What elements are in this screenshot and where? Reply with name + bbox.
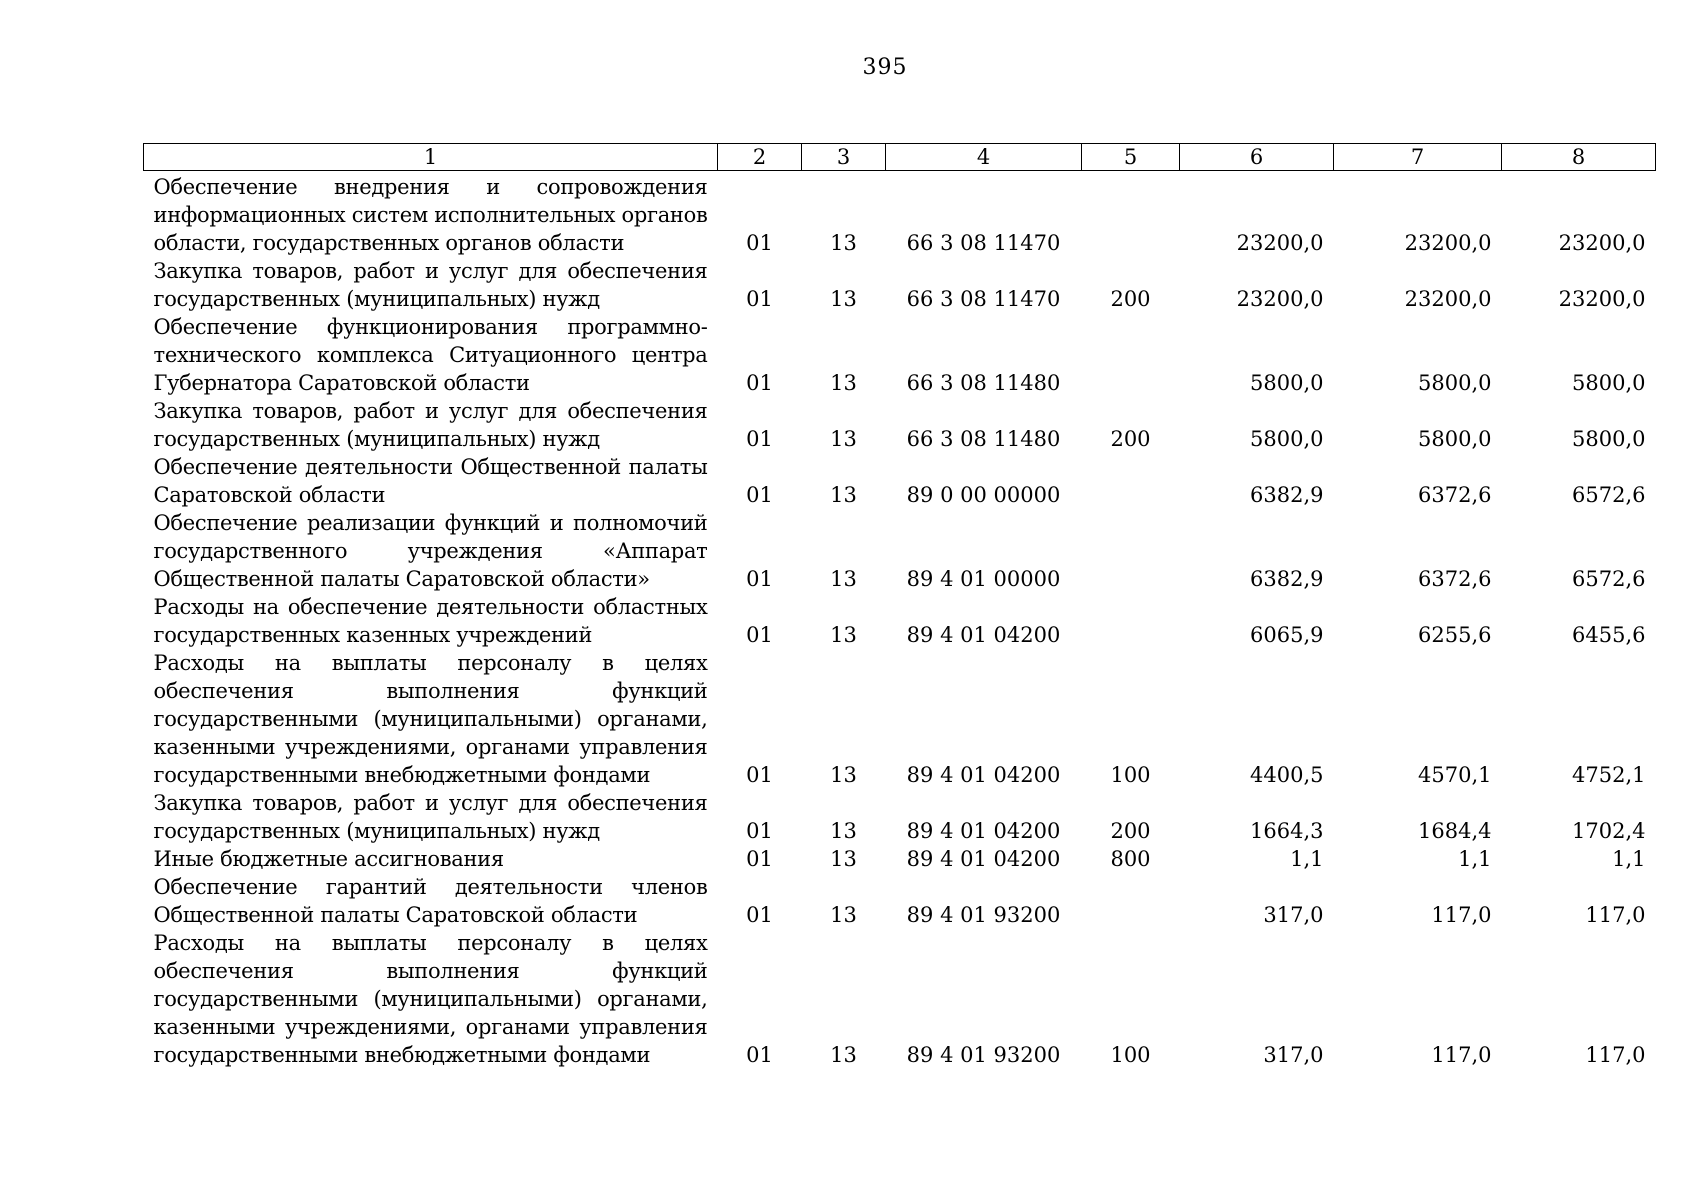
header-cell-2: 2 xyxy=(718,144,802,171)
row-section-code: 01 xyxy=(746,819,773,843)
row-section-code: 01 xyxy=(746,763,773,787)
header-cell-5: 5 xyxy=(1082,144,1180,171)
row-expense-type-code: 100 xyxy=(1110,1043,1151,1067)
row-amount-col7: 1,1 xyxy=(1458,847,1492,871)
row-description: Расходы на выплаты персоналу в целях обеспечения выполнения функций государственными (муниципальными) органами, казенными учреждениями, органами управления государственными внебюджетными фондами xyxy=(153,931,708,1067)
table-row xyxy=(144,593,1656,649)
table-row xyxy=(144,845,1656,873)
row-description: Иные бюджетные ассигнования xyxy=(153,847,504,871)
table-row xyxy=(144,257,1656,313)
row-subsection-code: 13 xyxy=(830,1043,857,1067)
row-subsection-code: 13 xyxy=(830,427,857,451)
budget-table xyxy=(143,143,1656,1069)
row-amount-col6: 6382,9 xyxy=(1250,483,1324,507)
row-expense-type-code: 100 xyxy=(1110,763,1151,787)
row-section-code: 01 xyxy=(746,1043,773,1067)
row-target-article-code: 89 4 01 93200 xyxy=(906,903,1061,927)
header-cell-6: 6 xyxy=(1180,144,1334,171)
budget-table-container xyxy=(143,143,1655,1069)
row-description: Закупка товаров, работ и услуг для обеспечения государственных (муниципальных) нужд xyxy=(153,791,708,843)
table-row xyxy=(144,649,1656,789)
row-target-article-code: 66 3 08 11470 xyxy=(906,231,1061,255)
row-target-article-code: 66 3 08 11480 xyxy=(906,371,1061,395)
row-description: Закупка товаров, работ и услуг для обеспечения государственных (муниципальных) нужд xyxy=(153,259,708,311)
row-expense-type-code xyxy=(1082,313,1180,397)
table-row xyxy=(144,453,1656,509)
header-row xyxy=(144,144,1656,171)
header-cell-8: 8 xyxy=(1502,144,1656,171)
row-section-code: 01 xyxy=(746,903,773,927)
row-amount-col7: 117,0 xyxy=(1431,903,1492,927)
row-subsection-code: 13 xyxy=(830,567,857,591)
row-amount-col7: 6372,6 xyxy=(1418,567,1492,591)
row-section-code: 01 xyxy=(746,371,773,395)
row-subsection-code: 13 xyxy=(830,903,857,927)
table-row xyxy=(144,313,1656,397)
row-expense-type-code xyxy=(1082,873,1180,929)
row-amount-col7: 4570,1 xyxy=(1418,763,1492,787)
row-amount-col6: 317,0 xyxy=(1263,1043,1324,1067)
row-description: Расходы на выплаты персоналу в целях обеспечения выполнения функций государственными (муниципальными) органами, казенными учреждениями, органами управления государственными внебюджетными фондами xyxy=(153,651,708,787)
row-target-article-code: 89 4 01 00000 xyxy=(906,567,1061,591)
row-subsection-code: 13 xyxy=(830,623,857,647)
table-row xyxy=(144,397,1656,453)
row-amount-col6: 5800,0 xyxy=(1250,427,1324,451)
row-target-article-code: 89 4 01 93200 xyxy=(906,1043,1061,1067)
row-subsection-code: 13 xyxy=(830,847,857,871)
row-subsection-code: 13 xyxy=(830,763,857,787)
row-amount-col7: 6255,6 xyxy=(1418,623,1492,647)
row-amount-col7: 6372,6 xyxy=(1418,483,1492,507)
table-row xyxy=(144,171,1656,258)
row-amount-col8: 117,0 xyxy=(1585,903,1646,927)
row-amount-col6: 6382,9 xyxy=(1250,567,1324,591)
row-expense-type-code: 200 xyxy=(1110,427,1151,451)
header-cell-7: 7 xyxy=(1334,144,1502,171)
row-subsection-code: 13 xyxy=(830,819,857,843)
row-amount-col8: 1702,4 xyxy=(1572,819,1646,843)
row-amount-col8: 1,1 xyxy=(1612,847,1646,871)
row-amount-col7: 117,0 xyxy=(1431,1043,1492,1067)
row-section-code: 01 xyxy=(746,483,773,507)
row-target-article-code: 66 3 08 11480 xyxy=(906,427,1061,451)
row-amount-col8: 4752,1 xyxy=(1572,763,1646,787)
row-expense-type-code: 200 xyxy=(1110,819,1151,843)
table-header xyxy=(144,144,1656,171)
row-section-code: 01 xyxy=(746,567,773,591)
row-target-article-code: 89 4 01 04200 xyxy=(906,763,1061,787)
row-amount-col6: 317,0 xyxy=(1263,903,1324,927)
row-target-article-code: 89 4 01 04200 xyxy=(906,819,1061,843)
row-section-code: 01 xyxy=(746,231,773,255)
row-description: Закупка товаров, работ и услуг для обеспечения государственных (муниципальных) нужд xyxy=(153,399,708,451)
page-number: 395 xyxy=(862,55,908,80)
row-expense-type-code xyxy=(1082,171,1180,258)
row-amount-col8: 23200,0 xyxy=(1558,231,1646,255)
row-amount-col6: 23200,0 xyxy=(1236,287,1324,311)
row-amount-col8: 6572,6 xyxy=(1572,483,1646,507)
row-expense-type-code xyxy=(1082,509,1180,593)
row-amount-col6: 23200,0 xyxy=(1236,231,1324,255)
row-amount-col7: 5800,0 xyxy=(1418,371,1492,395)
row-section-code: 01 xyxy=(746,847,773,871)
row-section-code: 01 xyxy=(746,623,773,647)
row-amount-col8: 117,0 xyxy=(1585,1043,1646,1067)
row-subsection-code: 13 xyxy=(830,287,857,311)
header-cell-3: 3 xyxy=(802,144,886,171)
header-cell-1: 1 xyxy=(144,144,718,171)
row-target-article-code: 89 0 00 00000 xyxy=(906,483,1061,507)
row-amount-col6: 5800,0 xyxy=(1250,371,1324,395)
row-description: Обеспечение гарантий деятельности членов Общественной палаты Саратовской области xyxy=(153,875,708,927)
row-amount-col6: 4400,5 xyxy=(1250,763,1324,787)
row-description: Обеспечение функционирования программно-технического комплекса Ситуационного центра Губернатора Саратовской области xyxy=(153,315,708,395)
row-amount-col8: 6572,6 xyxy=(1572,567,1646,591)
row-description: Расходы на обеспечение деятельности областных государственных казенных учреждений xyxy=(153,595,708,647)
row-subsection-code: 13 xyxy=(830,231,857,255)
row-subsection-code: 13 xyxy=(830,371,857,395)
row-amount-col8: 23200,0 xyxy=(1558,287,1646,311)
header-cell-4: 4 xyxy=(886,144,1082,171)
row-expense-type-code xyxy=(1082,593,1180,649)
row-section-code: 01 xyxy=(746,427,773,451)
row-amount-col8: 6455,6 xyxy=(1572,623,1646,647)
row-amount-col7: 23200,0 xyxy=(1404,287,1492,311)
row-expense-type-code xyxy=(1082,453,1180,509)
table-row xyxy=(144,873,1656,929)
row-target-article-code: 89 4 01 04200 xyxy=(906,623,1061,647)
row-expense-type-code: 800 xyxy=(1110,847,1151,871)
table-row xyxy=(144,789,1656,845)
row-amount-col7: 23200,0 xyxy=(1404,231,1492,255)
row-amount-col7: 5800,0 xyxy=(1418,427,1492,451)
row-amount-col7: 1684,4 xyxy=(1418,819,1492,843)
table-row xyxy=(144,929,1656,1069)
row-section-code: 01 xyxy=(746,287,773,311)
table-row xyxy=(144,509,1656,593)
row-description: Обеспечение деятельности Общественной палаты Саратовской области xyxy=(153,455,708,507)
row-target-article-code: 66 3 08 11470 xyxy=(906,287,1061,311)
row-amount-col6: 6065,9 xyxy=(1250,623,1324,647)
row-subsection-code: 13 xyxy=(830,483,857,507)
row-description: Обеспечение внедрения и сопровождения информационных систем исполнительных органов области, государственных органов области xyxy=(153,175,708,255)
row-description: Обеспечение реализации функций и полномочий государственного учреждения «Аппарат Общественной палаты Саратовской области» xyxy=(153,511,708,591)
row-amount-col8: 5800,0 xyxy=(1572,371,1646,395)
row-amount-col6: 1,1 xyxy=(1290,847,1324,871)
row-target-article-code: 89 4 01 04200 xyxy=(906,847,1061,871)
row-expense-type-code: 200 xyxy=(1110,287,1151,311)
row-amount-col6: 1664,3 xyxy=(1250,819,1324,843)
row-amount-col8: 5800,0 xyxy=(1572,427,1646,451)
table-body xyxy=(144,171,1656,1070)
